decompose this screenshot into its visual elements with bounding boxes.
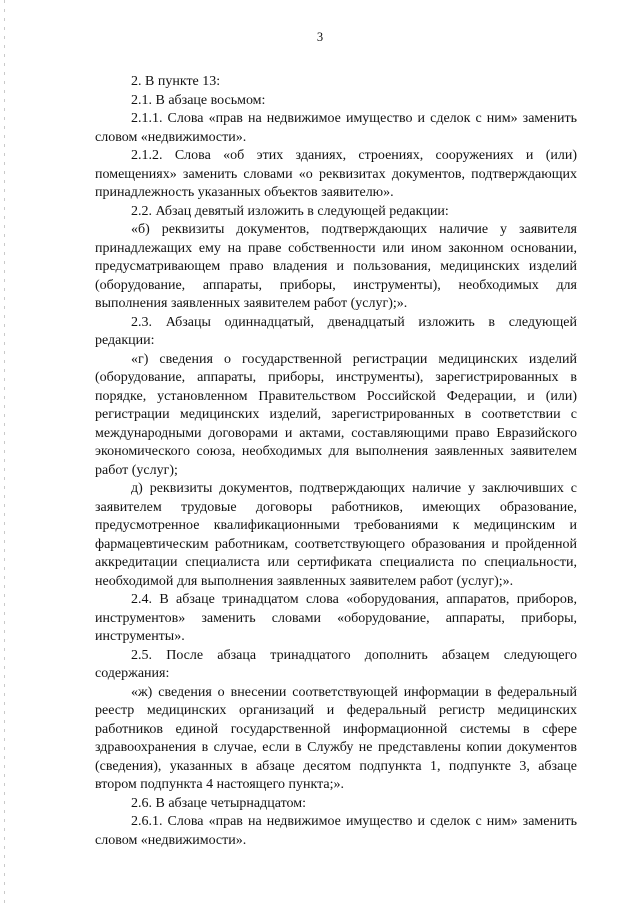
paragraph-2-4: 2.4. В абзаце тринадцатом слова «оборудования, аппаратов, приборов, инструментов» заменить словами «оборудование, аппараты, приборы, инструменты». <box>95 592 577 644</box>
paragraph-2-3: 2.3. Абзацы одиннадцатый, двенадцатый изложить в следующей редакции: <box>95 314 577 348</box>
paragraph-2-2: 2.2. Абзац девятый изложить в следующей редакции: <box>131 203 449 219</box>
paragraph-g: «г) сведения о государственной регистрации медицинских изделий (оборудование, аппараты, приборы, инструменты), зарегистрированных в порядке, установленном Правительством Российской Федерации, и (или) регистрации медицинских изделий, зарегистрированных в соответствии с международными договорами и актами, составляющими право Евразийского экономического союза, необходимых для выполнения заявленных заявителем работ (услуг); <box>95 351 577 478</box>
paragraph-2-1: 2.1. В абзаце восьмом: <box>131 92 266 108</box>
paragraph-2-1-1: 2.1.1. Слова «прав на недвижимое имущество и сделок с ним» заменить словом «недвижимости». <box>95 111 577 145</box>
page-number: 3 <box>316 30 324 44</box>
scan-edge <box>4 0 5 905</box>
paragraph-2-6-1: 2.6.1. Слова «прав на недвижимое имущество и сделок с ним» заменить словом «недвижимости». <box>95 814 577 848</box>
paragraph-2-1-2: 2.1.2. Слова «об этих зданиях, строениях, сооружениях и (или) помещениях» заменить словами «о реквизитах документов, подтверждающих принадлежность указанных объектов заявителю». <box>95 148 577 200</box>
document-body <box>95 73 577 850</box>
paragraph-2-6: 2.6. В абзаце четырнадцатом: <box>131 795 306 811</box>
paragraph-2: 2. В пункте 13: <box>131 74 221 89</box>
paragraph-b: «б) реквизиты документов, подтверждающих наличие у заявителя принадлежащих ему на праве собственности или ином законном основании, предусматривающем право владения и пользования, медицинских изделий (оборудование, аппараты, приборы, инструменты), необходимых для выполнения заявленных заявителем работ (услуг);». <box>95 222 577 311</box>
paragraph-zh: «ж) сведения о внесении соответствующей информации в федеральный реестр медицинских организаций и федеральный регистр медицинских работников единой государственной информационной системы в сфере здравоохранения в случае, если в Службу не представлены копии документов (сведения), указанных в абзаце десятом подпункта 1, подпункте 3, абзаце втором подпункта 4 настоящего пункта;». <box>95 684 577 792</box>
paragraph-2-5: 2.5. После абзаца тринадцатого дополнить абзацем следующего содержания: <box>95 647 577 681</box>
paragraph-d: д) реквизиты документов, подтверждающих наличие у заключивших с заявителем трудовые договоры работников, имеющих образование, предусмотренное квалификационными требованиями к медицинским и фармацевтическим работникам, соответствующего образования и пройденной аккредитации специалиста или сертификата специалиста по специальности, необходимой для выполнения заявленных заявителем работ (услуг);». <box>95 481 577 589</box>
